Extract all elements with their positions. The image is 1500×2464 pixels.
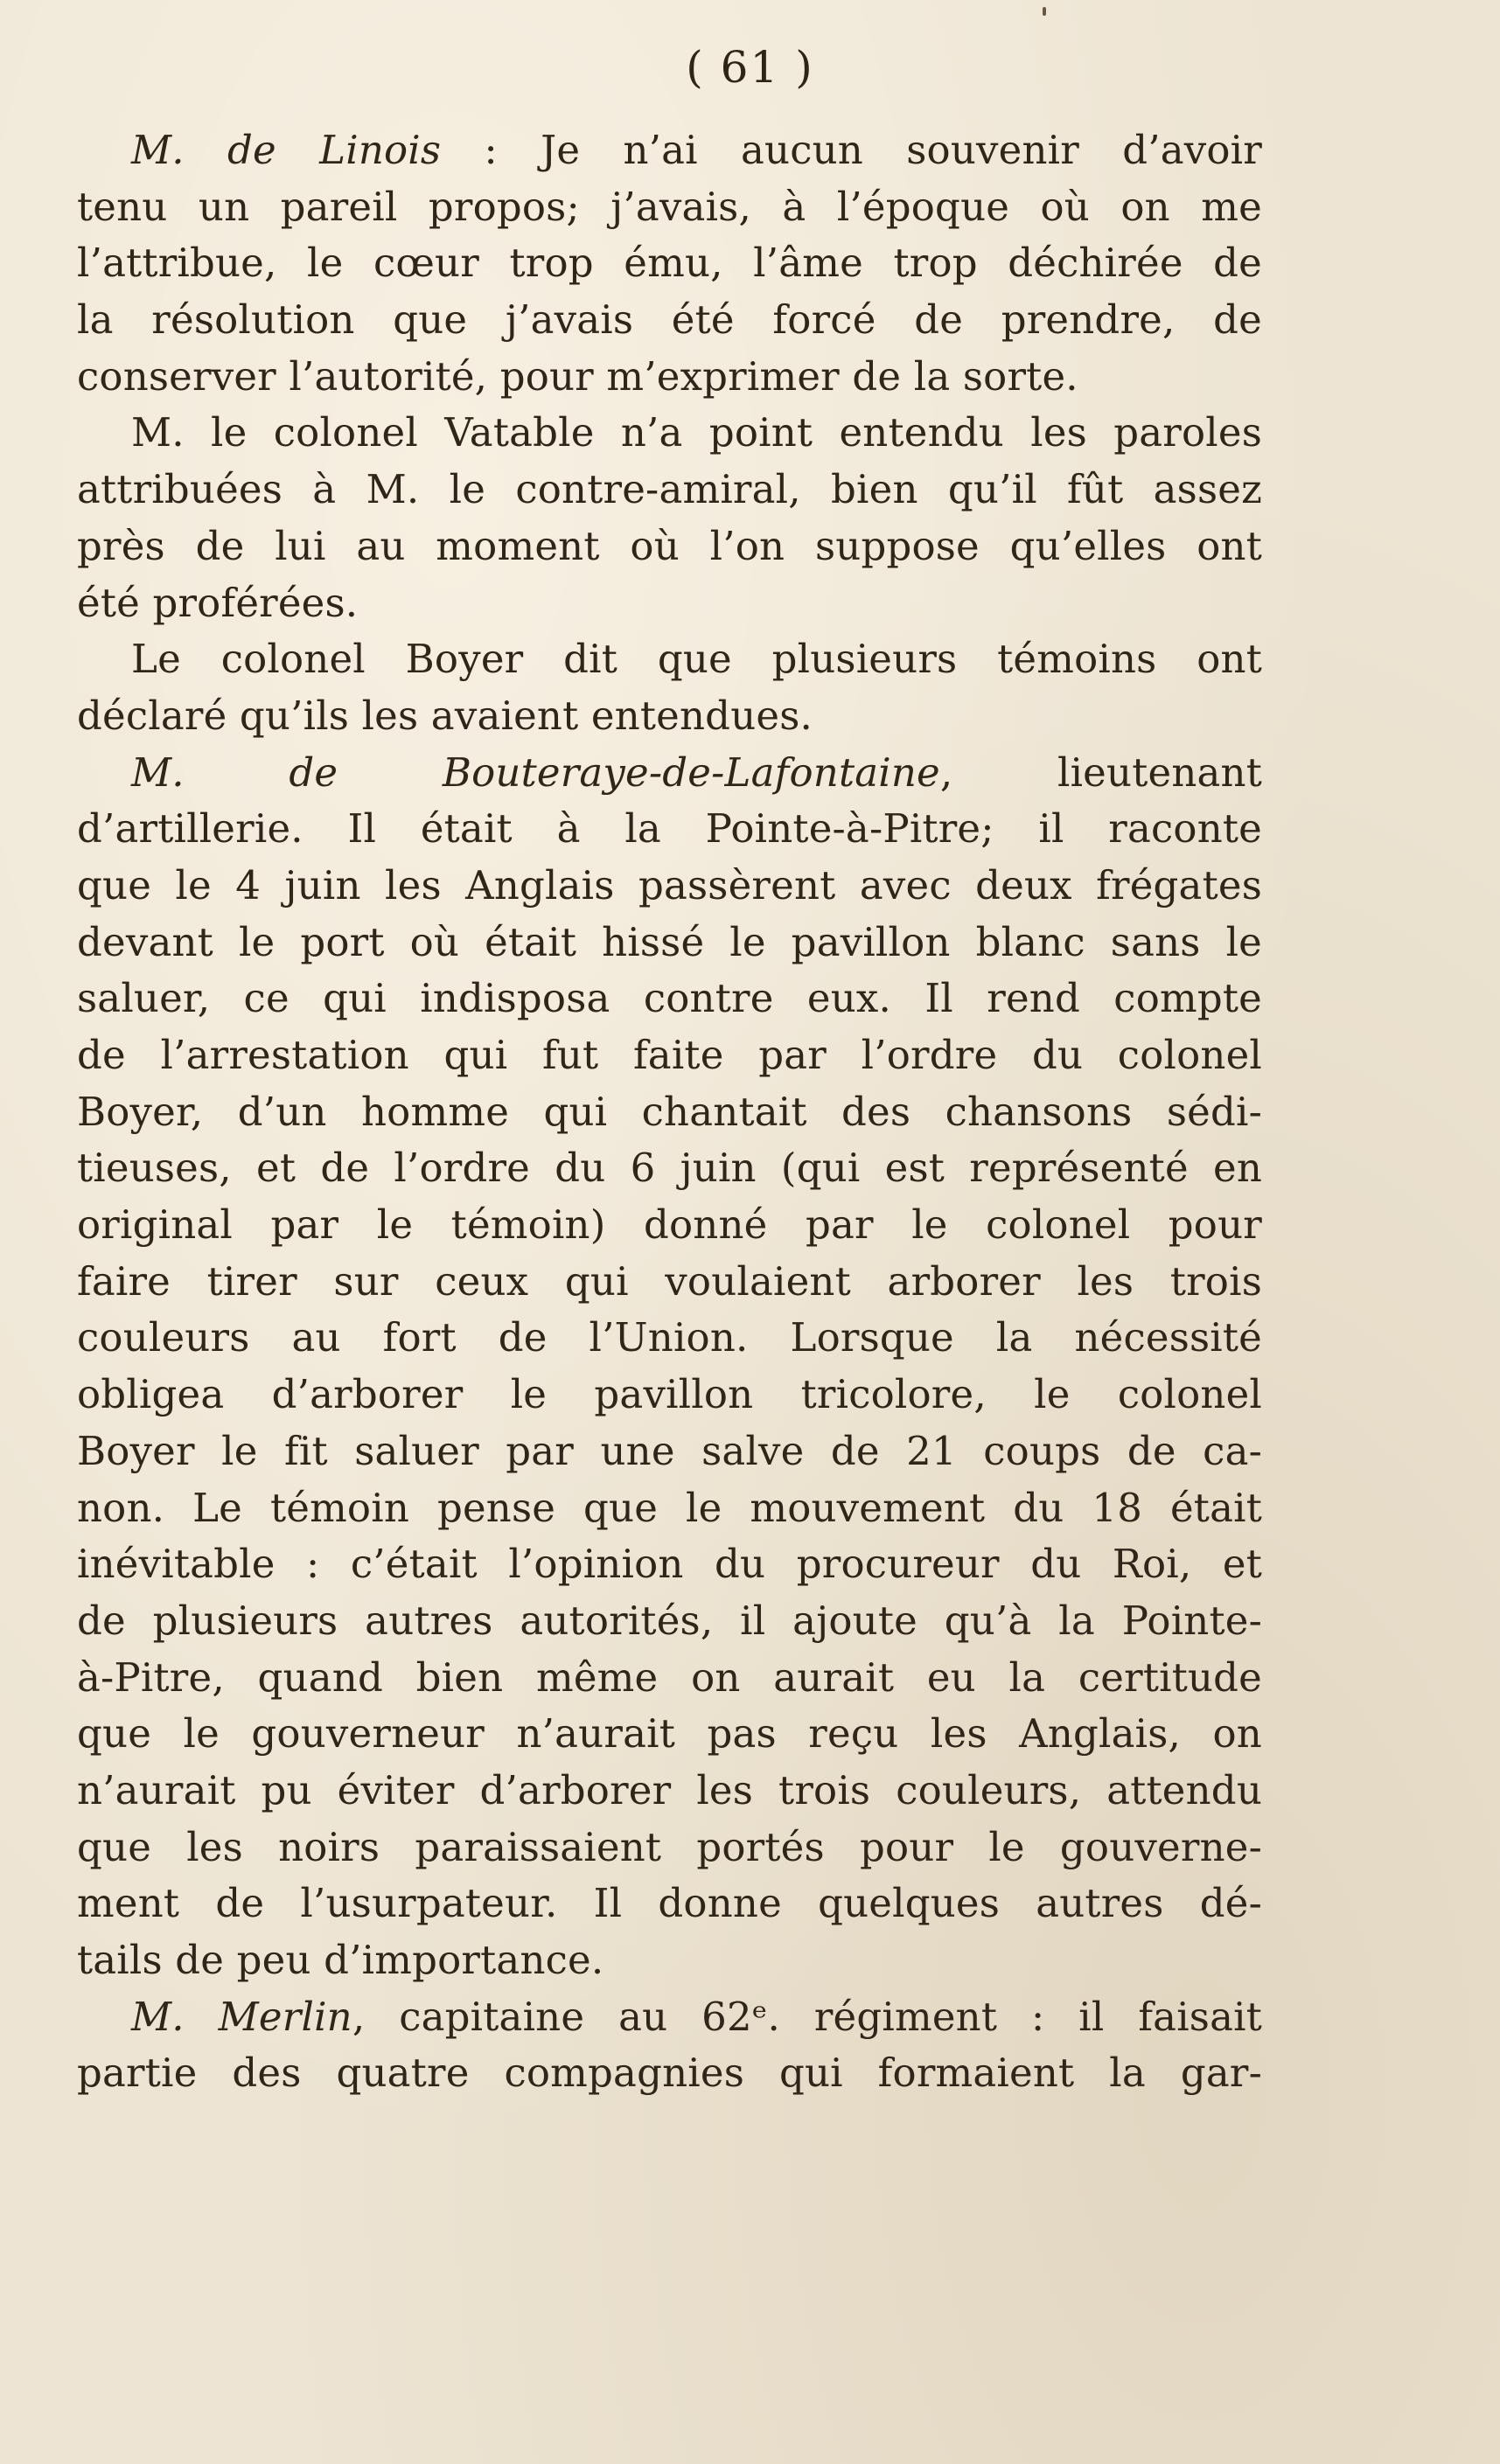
text-line <box>77 462 1262 519</box>
line-text: M. le colonel Vatable n’a point entendu les paroles <box>131 409 1262 456</box>
text-line <box>77 1480 1262 1537</box>
text-line <box>77 1706 1262 1763</box>
text-line <box>77 1254 1262 1311</box>
text-line <box>77 575 1262 632</box>
line-text: non. Le témoin pense que le mouvement du 18 était <box>77 1484 1262 1531</box>
text-line <box>77 1536 1262 1593</box>
line-text: déclaré qu’ils les avaient entendues. <box>77 692 813 739</box>
text-line <box>77 519 1262 575</box>
text-line <box>77 1989 1262 2046</box>
line-text: devant le port où était hissé le pavillon blanc sans le <box>77 918 1262 965</box>
text-line <box>77 1763 1262 1820</box>
text-line <box>77 1593 1262 1650</box>
text-line <box>77 1876 1262 1932</box>
line-text: obligea d’arborer le pavillon tricolore, le colonel <box>77 1371 1262 1418</box>
line-text: saluer, ce qui indisposa contre eux. Il rend compte <box>77 975 1262 1022</box>
text-line <box>77 801 1262 858</box>
line-text: Le colonel Boyer dit que plusieurs témoins ont <box>131 636 1262 683</box>
line-text: inévitable : c’était l’opinion du procureur du Roi, et <box>77 1541 1262 1588</box>
text-line <box>77 349 1262 406</box>
text-line <box>77 631 1262 688</box>
text-line <box>77 2045 1262 2102</box>
text-line <box>77 1197 1262 1254</box>
text-line <box>77 292 1262 349</box>
text-line <box>77 858 1262 915</box>
text-line <box>77 1932 1262 1989</box>
text-line <box>77 915 1262 971</box>
text-line <box>77 235 1262 292</box>
text-line <box>77 1310 1262 1367</box>
line-text: à-Pitre, quand bien même on aurait eu la certitude <box>77 1653 1262 1701</box>
text-line <box>77 1140 1262 1197</box>
line-text: que les noirs paraissaient portés pour le gouverne- <box>77 1823 1262 1870</box>
line-text: de plusieurs autres autorités, il ajoute qu’à la Pointe- <box>77 1597 1262 1644</box>
line-text: couleurs au fort de l’Union. Lorsque la nécessité <box>77 1314 1262 1361</box>
page-number: ( 61 ) <box>686 42 814 93</box>
text-line <box>77 1027 1262 1084</box>
text-line <box>77 1820 1262 1876</box>
line-text: ment de l’usurpateur. Il donne quelques autres dé- <box>77 1880 1262 1927</box>
line-text: tieuses, et de l’ordre du 6 juin (qui est représenté en <box>77 1145 1262 1192</box>
text-line <box>77 1367 1262 1423</box>
line-text: été proférées. <box>77 579 359 626</box>
line-text: attribuées à M. le contre-amiral, bien qu’il fût assez <box>77 466 1262 513</box>
speaker-name: M. Merlin <box>131 1993 352 2040</box>
line-text: : Je n’ai aucun souvenir d’avoir <box>441 127 1262 173</box>
text-line <box>77 971 1262 1027</box>
text-line <box>77 688 1262 745</box>
text-line <box>77 179 1262 236</box>
text-line <box>77 745 1262 802</box>
line-text: , capitaine au 62ᵉ. régiment : il faisait <box>352 1993 1262 2040</box>
line-text: Boyer le fit saluer par une salve de 21 coups de ca- <box>77 1427 1262 1474</box>
body-text <box>77 122 1262 2102</box>
line-text: n’aurait pu éviter d’arborer les trois couleurs, attendu <box>77 1766 1262 1813</box>
speaker-name: M. de Bouteraye-de-Lafontaine <box>131 748 940 796</box>
ink-mark <box>1043 7 1046 16</box>
text-line <box>77 1084 1262 1141</box>
line-text: d’artillerie. Il était à la Pointe-à-Pitre; il raconte <box>77 805 1262 853</box>
text-line <box>77 1423 1262 1480</box>
text-line <box>77 1650 1262 1707</box>
line-text: tails de peu d’importance. <box>77 1937 604 1983</box>
text-line <box>77 122 1262 179</box>
line-text: conserver l’autorité, pour m’exprimer de la sorte. <box>77 352 1078 400</box>
line-text: original par le témoin) donné par le colonel pour <box>77 1201 1262 1249</box>
line-text: que le gouverneur n’aurait pas reçu les Anglais, on <box>77 1710 1262 1758</box>
line-text: partie des quatre compagnies qui formaient la gar- <box>77 2050 1262 2097</box>
speaker-name: M. de Linois <box>131 127 442 173</box>
line-text: l’attribue, le cœur trop ému, l’âme trop déchirée de <box>77 240 1262 287</box>
line-text: que le 4 juin les Anglais passèrent avec deux frégates <box>77 861 1262 908</box>
line-text: de l’arrestation qui fut faite par l’ordre du colonel <box>77 1032 1262 1078</box>
line-text: faire tirer sur ceux qui voulaient arborer les trois <box>77 1257 1262 1305</box>
text-line <box>77 405 1262 462</box>
line-text: la résolution que j’avais été forcé de prendre, de <box>77 296 1262 344</box>
line-text: , lieutenant <box>939 748 1262 796</box>
line-text: près de lui au moment où l’on suppose qu’elles ont <box>77 522 1262 569</box>
line-text: Boyer, d’un homme qui chantait des chansons sédi- <box>77 1088 1262 1135</box>
line-text: tenu un pareil propos; j’avais, à l’époque où on me <box>77 183 1262 230</box>
